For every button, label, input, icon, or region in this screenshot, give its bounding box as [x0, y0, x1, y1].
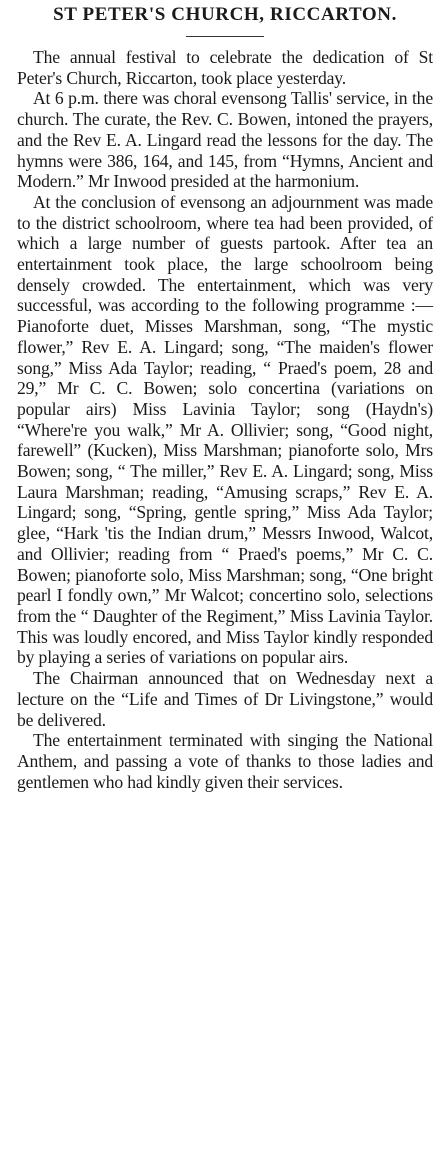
paragraph-entertainment: At the conclusion of evensong an adjournment was made to the district schoolroom, where tea had been provided, of which a large number of guests partook. After tea an entertainment took place, the large schoolroom being densely crowded. The entertainment, which was very successful, was according to the following programme :— Pianoforte duet, Misses Marshman, song, “The mystic flower,” Rev E. A. Lingard; song, “The maiden's flower song,” Miss Ada Taylor; reading, “ Praed's poem, 28 and 29,” Mr C. C. Bowen; solo concertina (variations on popular airs) Miss Lavinia Taylor; song (Haydn's) “Where're you walk,” Mr A. Ollivier; song, “Good night, farewell” (Kucken), Miss Marshman; pianoforte solo, Mrs Bowen; song, “ The miller,” Rev E. A. Lingard; song, Miss Laura Marshman; reading, “Amusing scraps,” Rev E. A. Lingard; song, “Spring, gentle spring,” Miss Ada Taylor; glee, “Hark 'tis the Indian drum,” Messrs Inwood, Walcot, and Ollivier; reading from “ Praed's poems,” Mr C. C. Bowen; pianoforte solo, Miss Marshman; song, “One bright pearl I fondly own,” Mr Walcot; concertino solo, selections from the “ Daughter of the Regiment,” Miss Lavinia Taylor. This was loudly encored, and Miss Taylor kindly responded by playing a series of variations on popular airs.: [17, 191, 433, 668]
paragraph-lecture-announcement: The Chairman announced that on Wednesday next a lecture on the “Life and Times of Dr Livingstone,” would be delivered.: [17, 668, 433, 730]
paragraph-festival: The annual festival to celebrate the dedication of St Peter's Church, Riccarton, took place yesterday.: [17, 47, 433, 88]
headline-rule: [186, 36, 264, 37]
article-body: [17, 47, 433, 792]
paragraph-conclusion: The entertainment terminated with singing the National Anthem, and passing a vote of thanks to those ladies and gentlemen who had kindly given their services.: [17, 730, 433, 792]
paragraph-evensong: At 6 p.m. there was choral evensong Tallis' service, in the church. The curate, the Rev. C. Bowen, intoned the prayers, and the Rev E. A. Lingard read the lessons for the day. The hymns were 386, 164, and 145, from “Hymns, Ancient and Modern.” Mr Inwood presided at the harmonium.: [17, 88, 433, 192]
article-headline: ST PETER'S CHURCH, RICCARTON.: [53, 4, 397, 25]
